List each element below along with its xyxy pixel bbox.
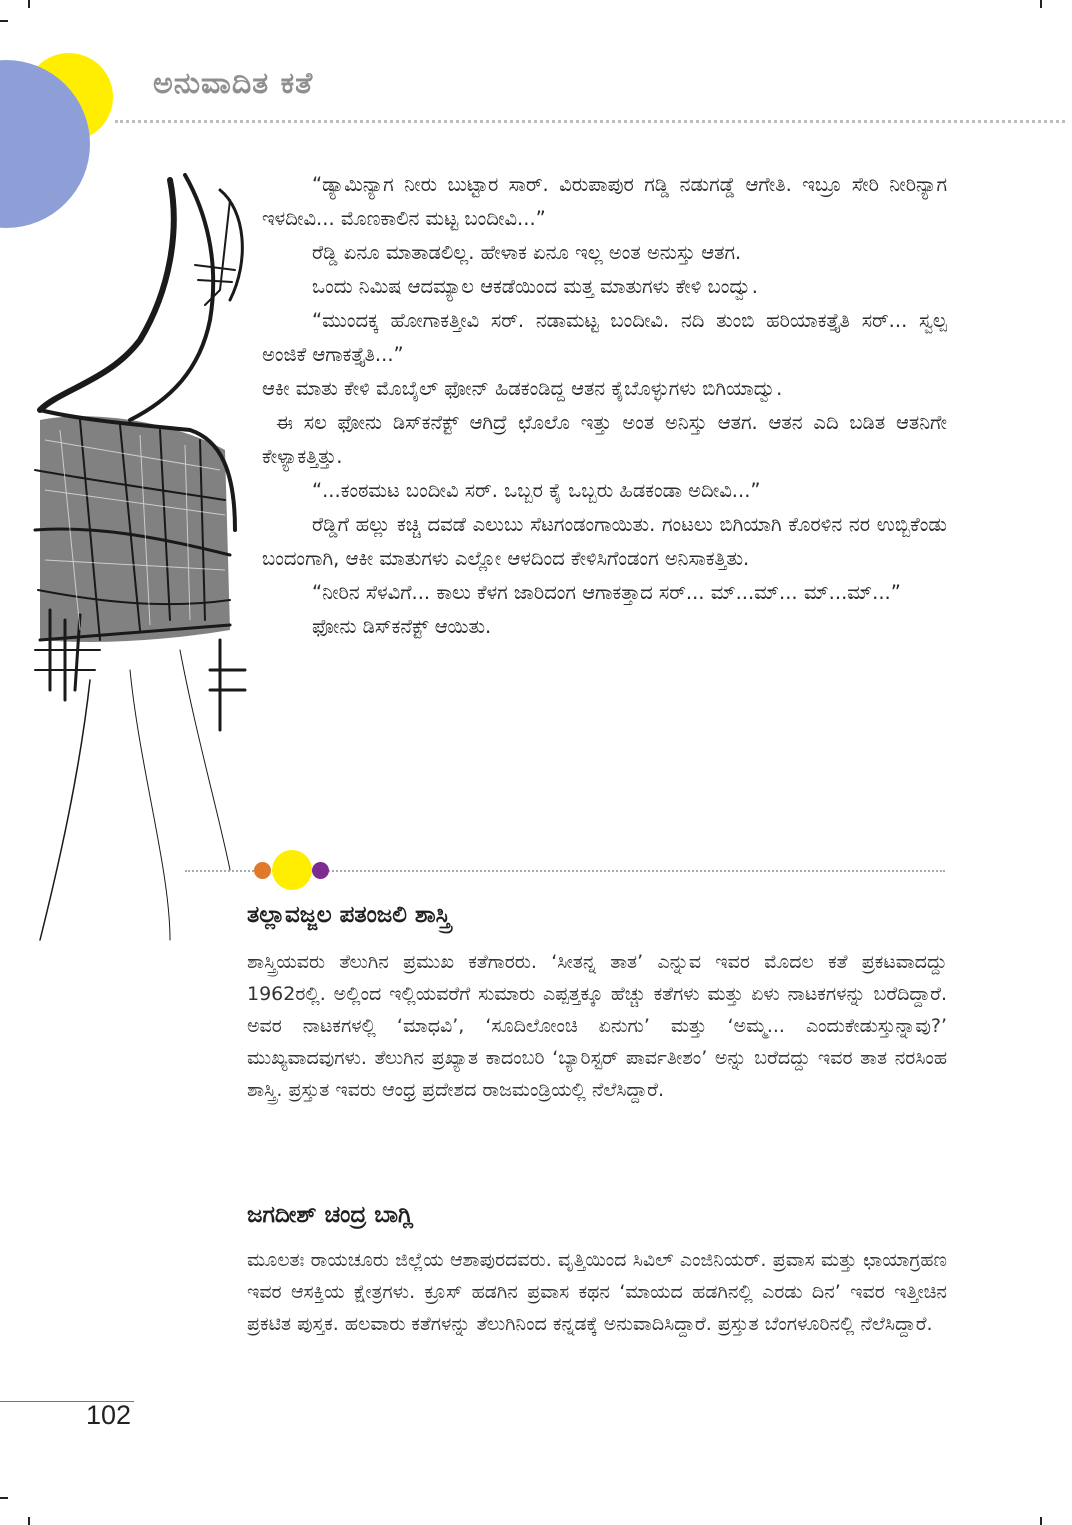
story-paragraph: ರೆಡ್ಡಿಗೆ ಹಲ್ಲು ಕಚ್ಚಿ ದವಡೆ ಎಲುಬು ಸೆಟಗಂಡಂಗಾಯಿತು. ಗಂಟಲು ಬಿಗಿಯಾಗಿ ಕೊರಳಿನ ನರ ಉಬ್ಬಿಕೆಂಡು ಬಂದಂಗಾಗಿ, ಆಕೀ ಮಾತುಗಳು ಎಲ್ಲೋ ಆಳದಿಂದ ಕೇಳಿಸಿಗೆಂಡಂಗ ಅನಿಸಾಕತ್ತಿತು. (262, 513, 947, 570)
sketch-illustration (20, 170, 255, 945)
header-dotted-rule (115, 120, 1065, 123)
crop-mark-top-right (1040, 0, 1042, 8)
story-paragraph: ರೆಡ್ಡಿ ಏನೂ ಮಾತಾಡಲಿಲ್ಲ. ಹೇಳಾಕ ಏನೂ ಇಲ್ಲ ಅಂತ ಅನುಸ್ತು ಆತಗ. (312, 241, 742, 264)
crop-mark-left-bottom (0, 1497, 8, 1499)
section-title: ಅನುವಾದಿತ ಕತೆ (153, 66, 314, 101)
separator-purple-dot (312, 862, 329, 879)
separator-yellow-dot (272, 850, 312, 890)
story-paragraph: “ಮುಂದಕ್ಕ ಹೋಗಾಕತ್ತೀವಿ ಸರ್. ನಡಾಮಟ್ಟ ಬಂದೀವಿ. ನದಿ ತುಂಬಿ ಹರಿಯಾಕತ್ತೈತಿ ಸರ್... ಸ್ವಲ್ಪ ಅಂಜಿಕೆ ಆಗಾಕತ್ತೈತಿ...” (262, 309, 947, 366)
story-paragraph: ಫೋನು ಡಿಸ್‌ಕನೆಕ್ಟ್ ಆಯಿತು. (312, 615, 492, 638)
crop-mark-top-left (28, 0, 30, 8)
story-paragraph: “ಡ್ಯಾಮಿನ್ಯಾಗ ನೀರು ಬುಟ್ಟಾರ ಸಾರ್. ವಿರುಪಾಪುರ ಗಡ್ಡಿ ನಡುಗಡ್ಡೆ ಆಗೇತಿ. ಇಬ್ರೂ ಸೇರಿ ನೀರಿನ್ಯಾಗ ಇಳದೀವಿ... ಮೊಣಕಾಲಿನ ಮಟ್ಟ ಬಂದೀವಿ...” (262, 173, 947, 230)
page-number: 102 (86, 1400, 132, 1430)
translator-bio: ಮೂಲತಃ ರಾಯಚೂರು ಜಿಲ್ಲೆಯ ಆಶಾಪುರದವರು. ವೃತ್ತಿಯಿಂದ ಸಿವಿಲ್ ಎಂಜಿನಿಯರ್. ಪ್ರವಾಸ ಮತ್ತು ಛಾಯಾಗ್ರಹಣ ಇವರ ಆಸಕ್ತಿಯ ಕ್ಷೇತ್ರಗಳು. ಕ್ರೂಸ್ ಹಡಗಿನ ಪ್ರವಾಸ ಕಥನ ‘ಮಾಯದ ಹಡಗಿನಲ್ಲಿ ಎರಡು ದಿನ’ ಇವರ ಇತ್ತೀಚಿನ ಪ್ರಕಟಿತ ಪುಸ್ತಕ. ಹಲವಾರು ಕತೆಗಳನ್ನು ತೆಲುಗಿನಿಂದ ಕನ್ನಡಕ್ಕೆ ಅನುವಾದಿಸಿದ್ದಾರೆ. ಪ್ರಸ್ತುತ ಬೆಂಗಳೂರಿನಲ್ಲಿ ನೆಲೆಸಿದ್ದಾರೆ. (247, 1249, 947, 1335)
story-paragraph: ಈ ಸಲ ಫೋನು ಡಿಸ್‌ಕನೆಕ್ಟ್ ಆಗಿದ್ರೆ ಛೊಲೊ ಇತ್ತು ಅಂತ ಅನಿಸ್ತು ಆತಗ. ಆತನ ಎದಿ ಬಡಿತ ಆತನಿಗೇ ಕೇಳ್ಯಾಕತ್ತಿತ್ತು. (262, 411, 947, 468)
story-body (262, 168, 947, 644)
story-paragraph: ಒಂದು ನಿಮಿಷ ಆದಮ್ಯಾಲ ಆಕಡೆಯಿಂದ ಮತ್ತ ಮಾತುಗಳು ಕೇಳಿ ಬಂದ್ವು. (312, 275, 758, 298)
separator-orange-dot (254, 862, 271, 879)
crop-mark-bottom-left (28, 1517, 30, 1525)
story-paragraph: “ನೀರಿನ ಸೆಳವಿಗೆ... ಕಾಲು ಕೆಳಗ ಜಾರಿದಂಗ ಆಗಾಕತ್ತಾದ ಸರ್... ಮ್...ಮ್... ಮ್...ಮ್...” (312, 581, 901, 604)
author-bio: ಶಾಸ್ತ್ರಿಯವರು ತೆಲುಗಿನ ಪ್ರಮುಖ ಕತೆಗಾರರು. ‘ಸೀತನ್ನ ತಾತ’ ಎನ್ನುವ ಇವರ ಮೊದಲ ಕತೆ ಪ್ರಕಟವಾದದ್ದು 1962ರಲ್ಲಿ. ಅಲ್ಲಿಂದ ಇಲ್ಲಿಯವರೆಗೆ ಸುಮಾರು ಎಪ್ಪತ್ತಕ್ಕೂ ಹೆಚ್ಚು ಕತೆಗಳು ಮತ್ತು ಏಳು ನಾಟಕಗಳನ್ನು ಬರೆದಿದ್ದಾರೆ. ಅವರ ನಾಟಕಗಳಲ್ಲಿ ‘ಮಾಧವಿ’, ‘ಸೂದಿಲೋಂಚಿ ಏನುಗು’ ಮತ್ತು ‘ಅಮ್ಮ... ಎಂದುಕೇಡುಸ್ತುನ್ನಾವು?’ ಮುಖ್ಯವಾದವುಗಳು. ತೆಲುಗಿನ ಪ್ರಖ್ಯಾತ ಕಾದಂಬರಿ ‘ಬ್ಯಾರಿಸ್ಟರ್ ಪಾರ್ವತೀಶಂ’ ಅನ್ನು ಬರೆದದ್ದು ಇವರ ತಾತ ನರಸಿಂಹ ಶಾಸ್ತ್ರಿ. ಪ್ರಸ್ತುತ ಇವರು ಆಂಧ್ರ ಪ್ರದೇಶದ ರಾಜಮಂಡ್ರಿಯಲ್ಲಿ ನೆಲೆಸಿದ್ದಾರೆ. (247, 951, 947, 1101)
story-paragraph: “...ಕಂಠಮಟ ಬಂದೀವಿ ಸರ್. ಒಬ್ಬರ ಕೈ ಒಬ್ಬರು ಹಿಡಕಂಡಾ ಅದೀವಿ...” (312, 479, 761, 502)
author-name: ತಲ್ಲಾವಜ್ಜಲ ಪತಂಜಲಿ ಶಾಸ್ತ್ರಿ (247, 902, 451, 928)
story-paragraph: ಆಕೀ ಮಾತು ಕೇಳಿ ಮೊಬೈಲ್ ಫೋನ್ ಹಿಡಕಂಡಿದ್ದ ಆತನ ಕೈಬೊಳ್ಳುಗಳು ಬಿಗಿಯಾದ್ವು. (262, 377, 783, 400)
crop-mark-bottom-right (1040, 1517, 1042, 1525)
crop-mark-left-top (0, 20, 8, 22)
translator-name: ಜಗದೀಶ್ ಚಂದ್ರ ಬಾಗ್ಲಿ (247, 1202, 414, 1228)
